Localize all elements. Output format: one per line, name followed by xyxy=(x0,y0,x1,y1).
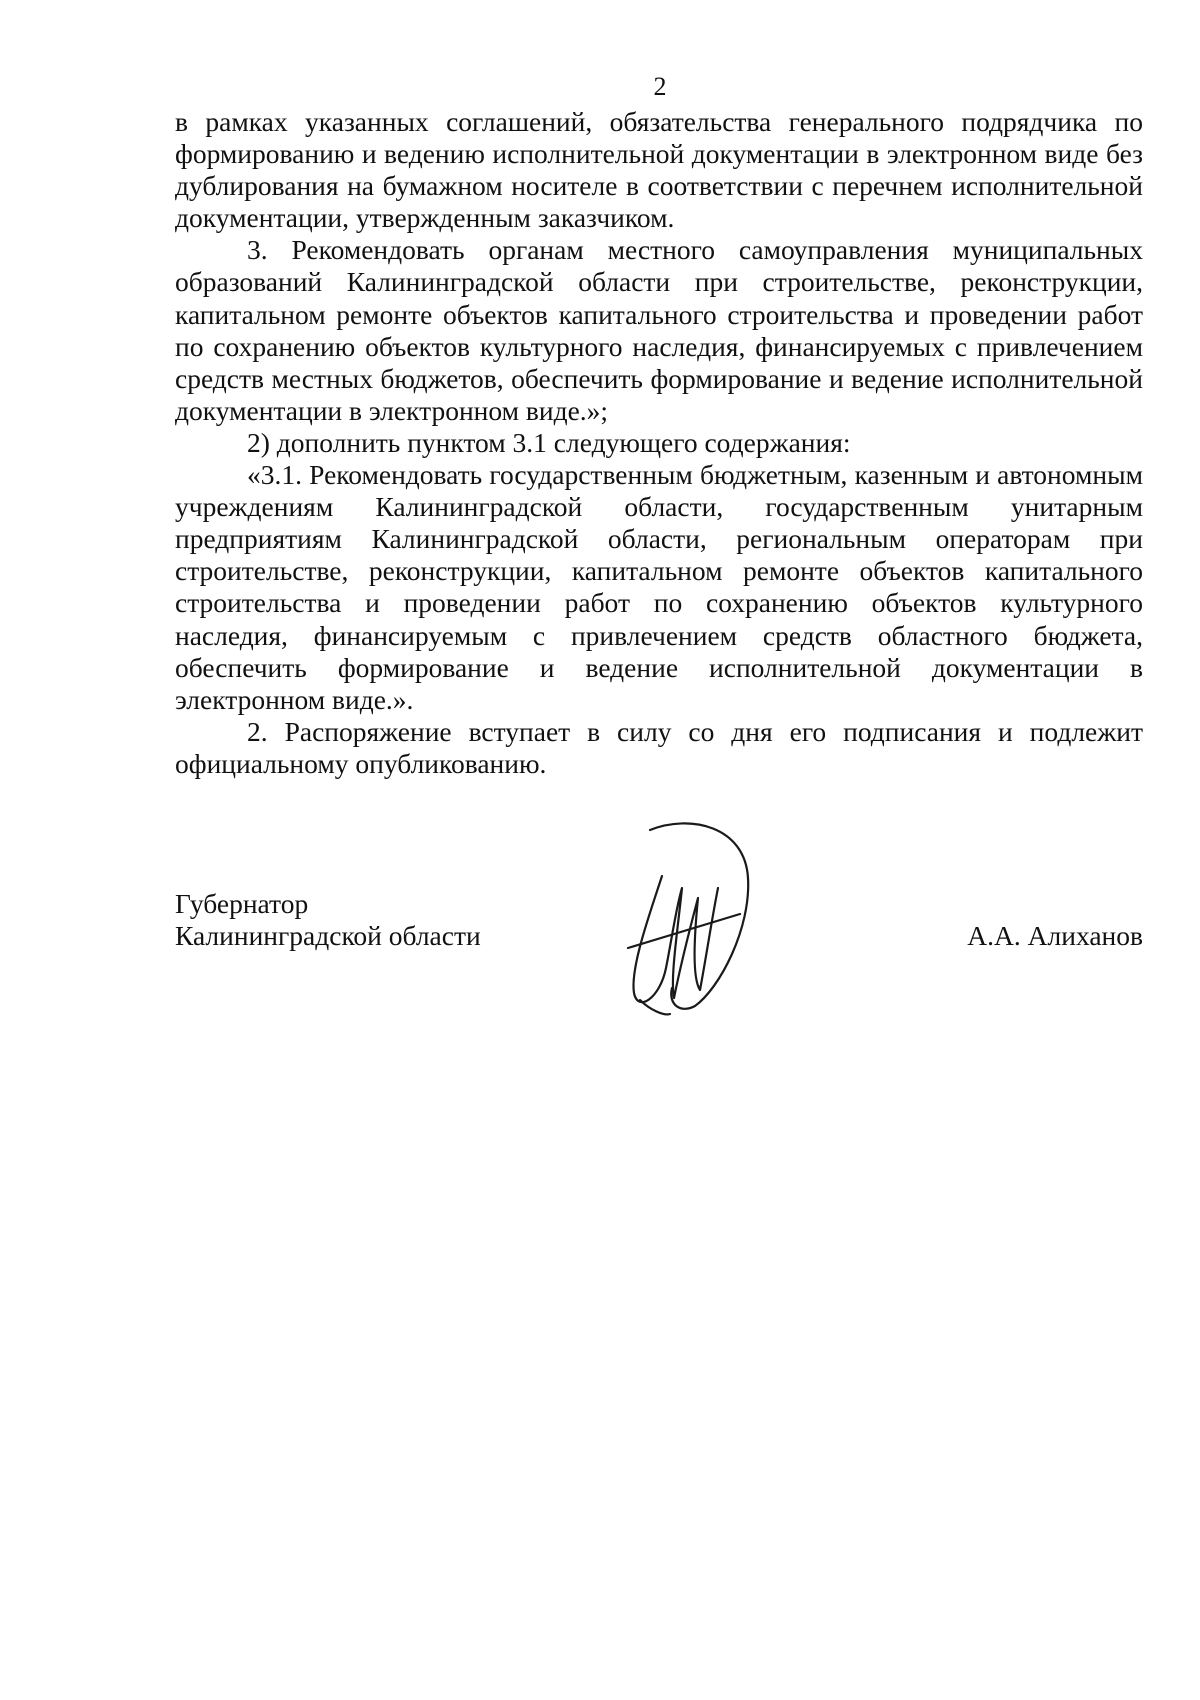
signatory-position-line-1: Губернатор xyxy=(175,888,309,919)
paragraph-continuation: в рамках указанных соглашений, обязательства генерального подрядчика по формированию и ведению исполнительной документации в электронном виде без дублирования на бумажном носителе в соответствии с перечнем исполнительной документации, утвержденным заказчиком. xyxy=(175,106,1143,234)
handwritten-signature xyxy=(620,818,760,1018)
signature-main-stroke xyxy=(633,876,718,1002)
signatory-position xyxy=(175,888,481,952)
signature-block xyxy=(175,880,1143,1030)
page-number: 2 xyxy=(653,72,667,101)
signatory-position-line-2: Калининградской области xyxy=(175,920,481,951)
document-body xyxy=(175,106,1143,780)
paragraph-entry-into-force: 2. Распоряжение вступает в силу со дня его подписания и подлежит официальному опубликованию. xyxy=(175,715,1143,779)
paragraph-item-3: 3. Рекомендовать органам местного самоуправления муниципальных образований Калининградской области при строительстве, реконструкции, капитальном ремонте объектов капитального строительства и проведении работ по сохранению объектов культурного наследия, финансируемых с привлечением средств местных бюджетов, обеспечить формирование и ведение исполнительной документации в электронном виде.»; xyxy=(175,234,1143,426)
signatory-name: А.А. Алиханов xyxy=(967,920,1143,951)
paragraph-item-3-1: «3.1. Рекомендовать государственным бюджетным, казенным и автономным учреждениям Калининградской области, государственным унитарным предприятиям Калининградской области, региональным операторам при строительстве, реконструкции, капитальном ремонте объектов капитального строительства и проведении работ по сохранению объектов культурного наследия, финансируемым с привлечением средств областного бюджета, обеспечить формирование и ведение исполнительной документации в электронном виде.». xyxy=(175,459,1143,715)
paragraph-amendment-2: 2) дополнить пунктом 3.1 следующего содержания: xyxy=(247,426,851,458)
